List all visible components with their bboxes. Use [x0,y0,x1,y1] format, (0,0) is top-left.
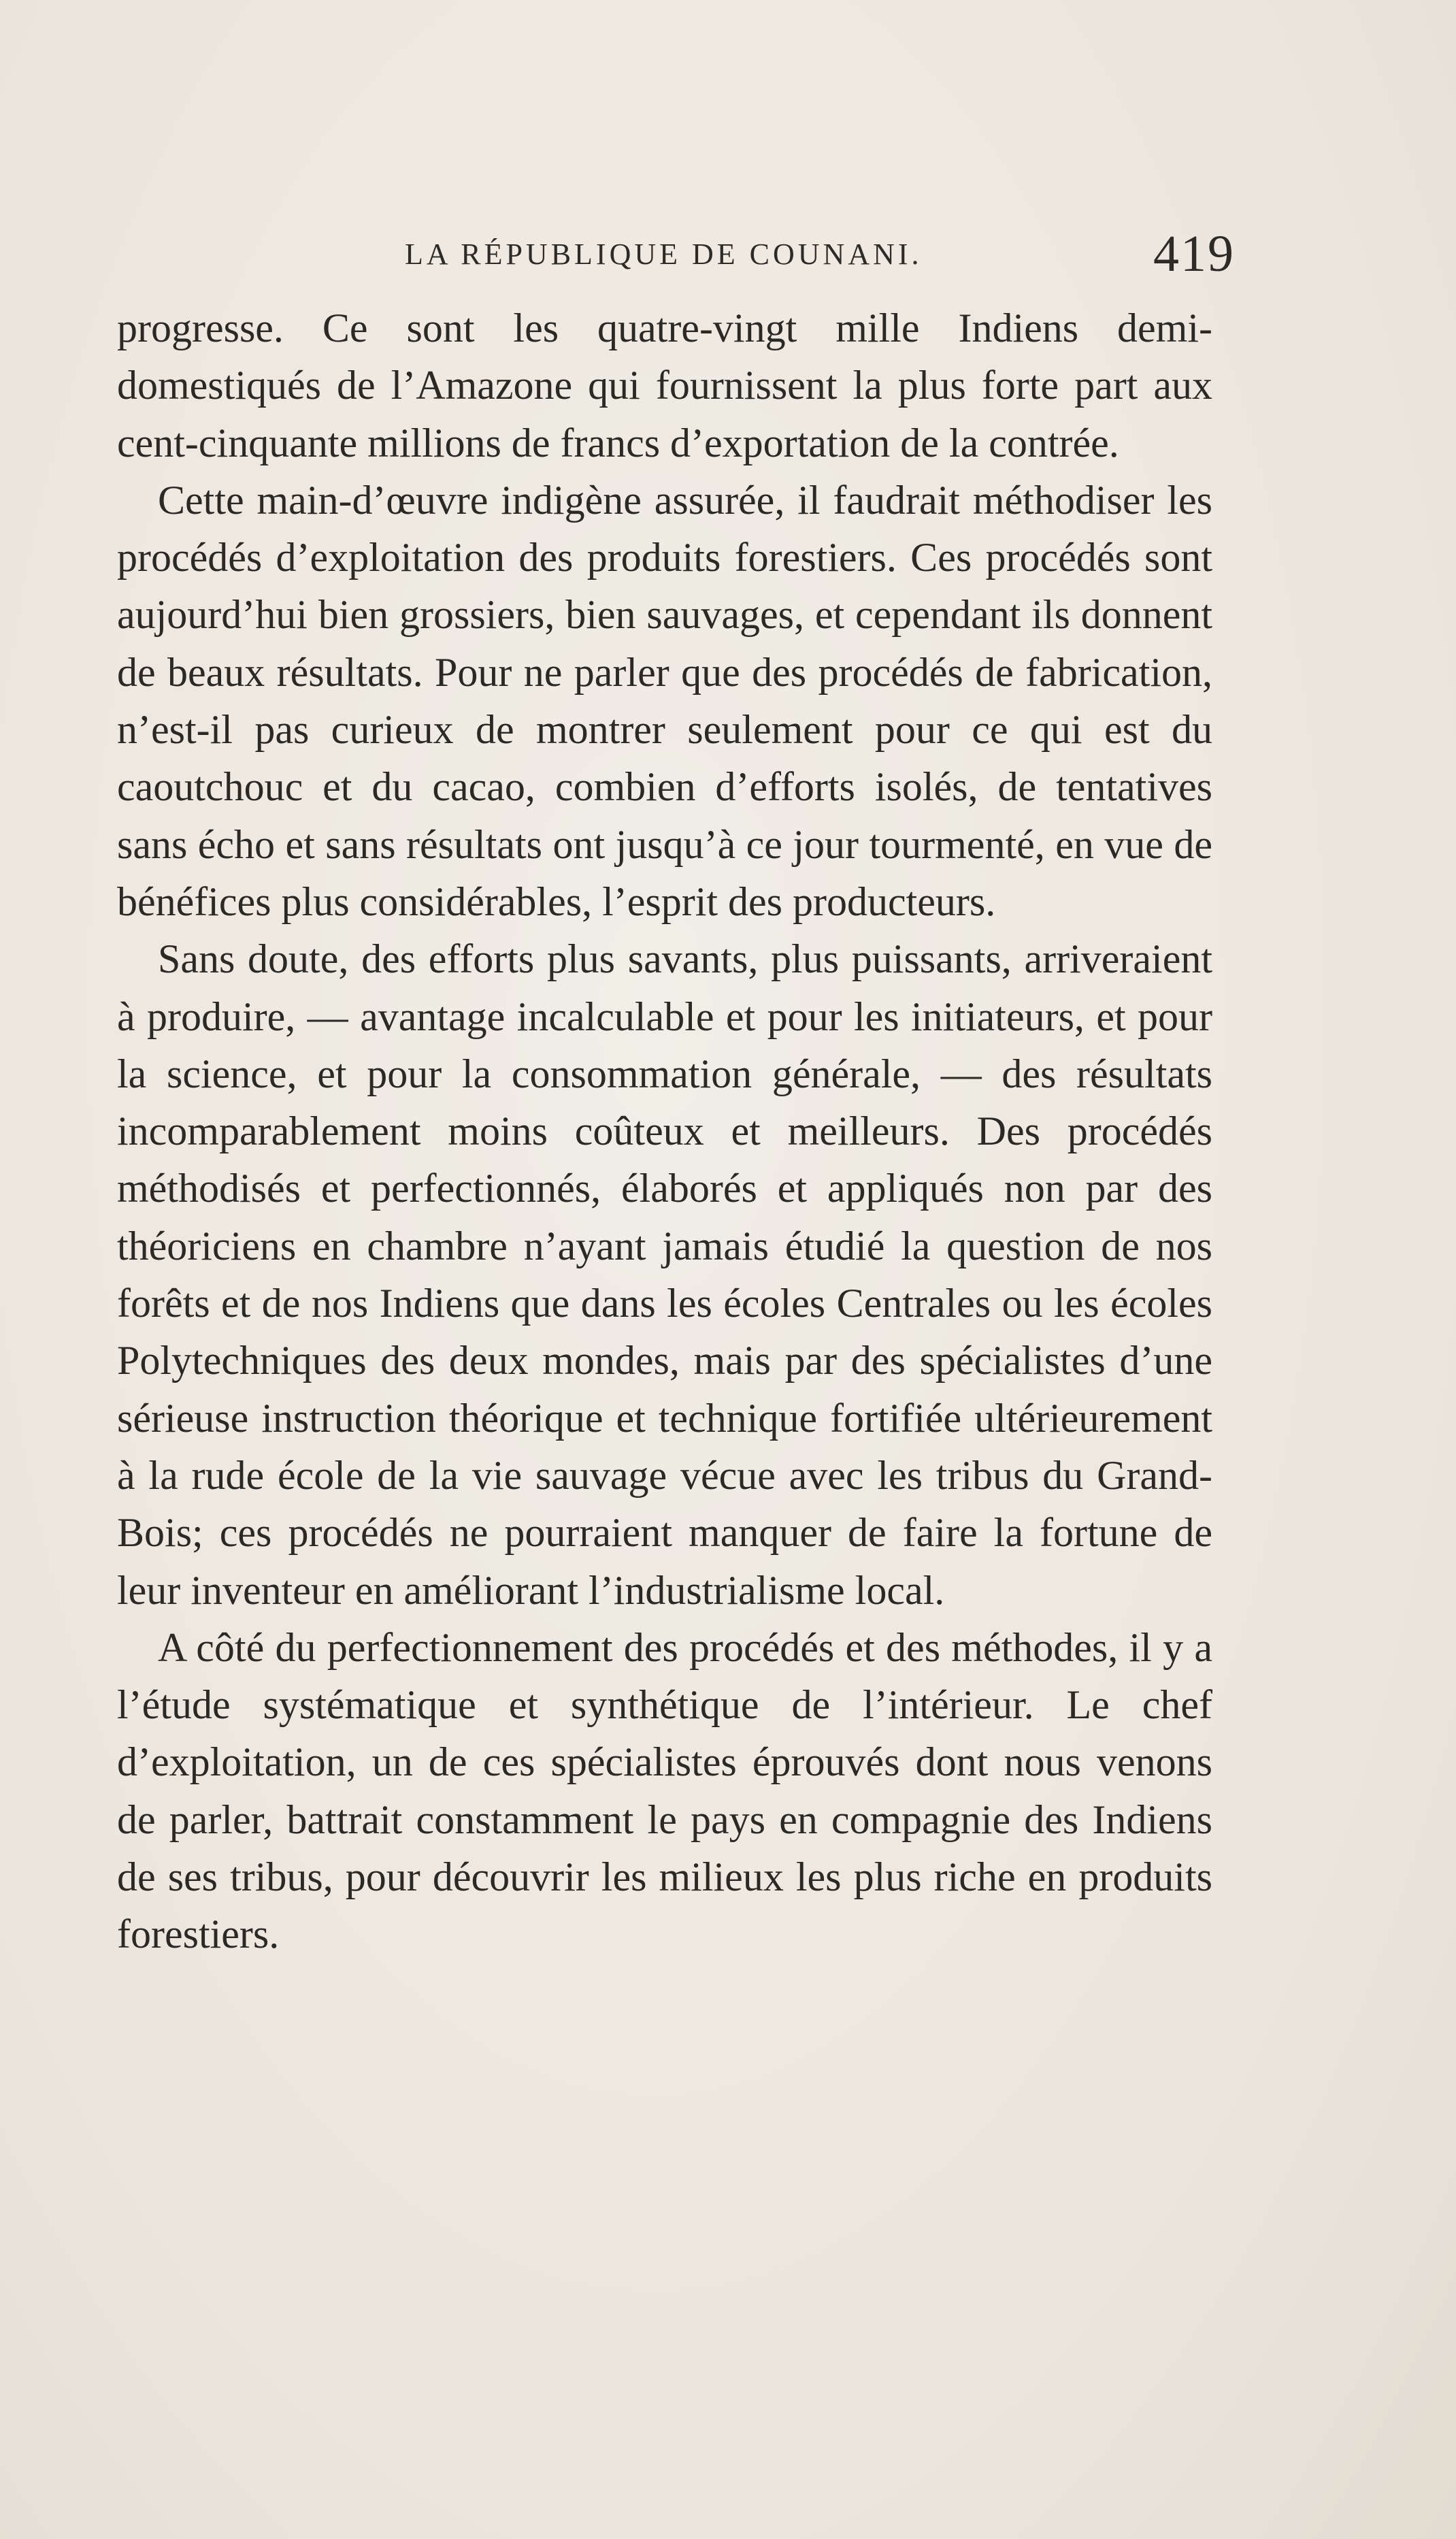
page-number: 419 [1153,225,1235,282]
paragraph-3: Sans doute, des efforts plus savants, plus puissants, arriveraient à produire, — avantage incalculable et pour les initiateurs, et pour la science, et pour la consommation générale, — des résultats incomparablement moins coûteux et meilleurs. Des procédés méthodisés et perfectionnés, élaborés et appliqués non par des théoriciens en chambre n’ayant jamais étudié la question de nos forêts et de nos Indiens que dans les écoles Centrales ou les écoles Polytechniques des deux mondes, mais par des spécialistes d’une sérieuse instruction théorique et technique fortifiée ultérieurement à la rude école de la vie sauvage vécue avec les tribus du Grand-Bois; ces procédés ne pourraient manquer de faire la fortune de leur inventeur en améliorant l’industrialisme local. [117,936,1212,1613]
running-title: LA RÉPUBLIQUE DE COUNANI. [405,237,923,271]
paragraph-2: Cette main-d’œuvre indigène assurée, il faudrait méthodiser les procédés d’exploitation des produits forestiers. Ces procédés sont aujourd’hui bien grossiers, bien sauvages, et cependant ils donnent de beaux résultats. Pour ne parler que des procédés de fabrication, n’est-il pas curieux de montrer seulement pour ce qui est du caoutchouc et du cacao, combien d’efforts isolés, de tentatives sans écho et sans résultats ont jusqu’à ce jour tourmenté, en vue de bénéfices plus considérables, l’esprit des producteurs. [117,477,1212,924]
paragraph-4: A côté du perfectionnement des procédés et des méthodes, il y a l’étude systématique et synthétique de l’intérieur. Le chef d’exploitation, un de ces spécialistes éprouvés dont nous venons de parler, battrait constamment le pays en compagnie des Indiens de ses tribus, pour découvrir les milieux les plus riche en produits forestiers. [117,1624,1212,1957]
page-header [119,225,1235,286]
body-text [117,299,1212,1963]
paragraph-1: progresse. Ce sont les quatre-vingt mille Indiens demi-domestiqués de l’Amazone qui fournissent la plus forte part aux cent-cinquante millions de francs d’exportation de la contrée. [117,306,1212,465]
